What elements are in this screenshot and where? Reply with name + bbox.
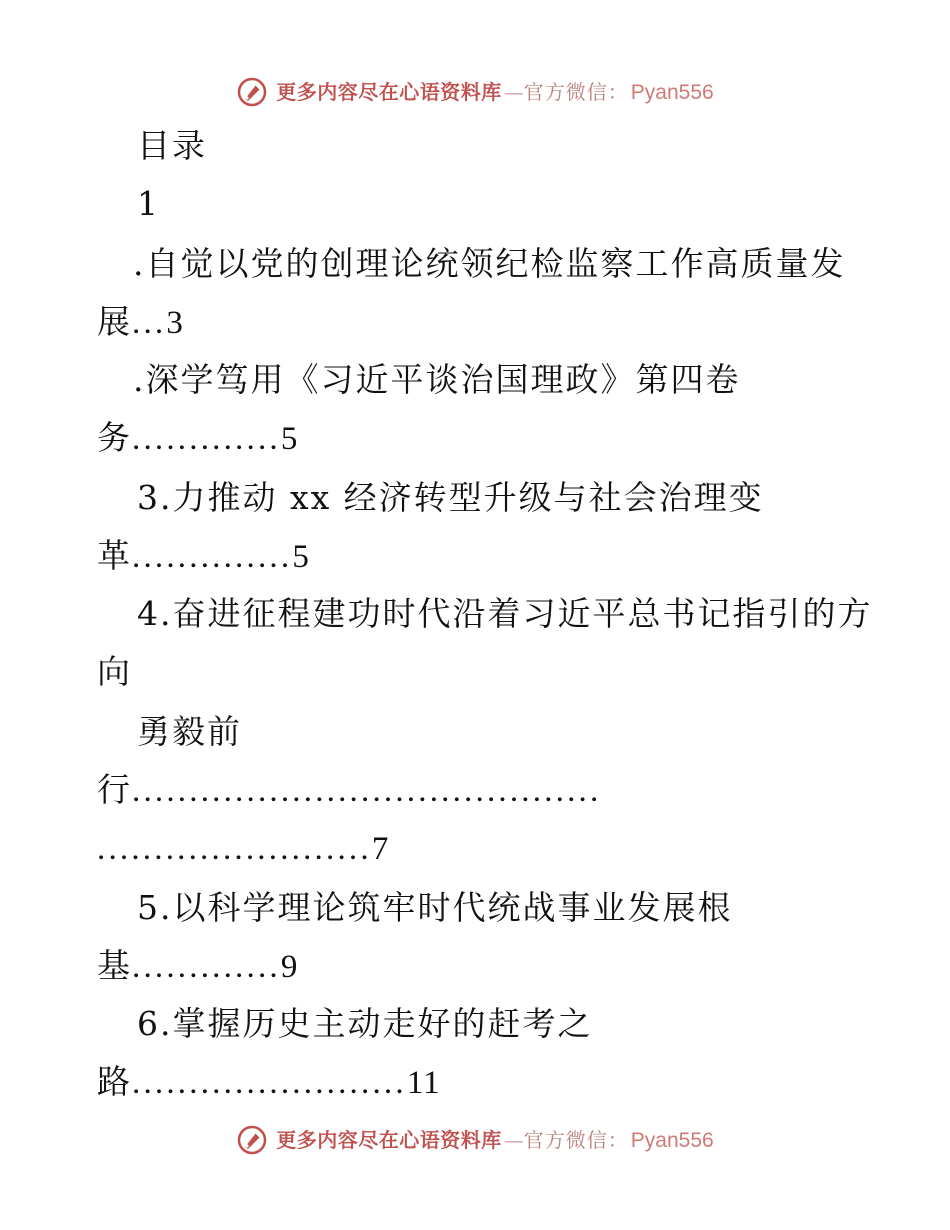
toc-entry-6-page: 11 <box>406 1065 441 1101</box>
toc-entry-1-title[interactable]: .自觉以党的创理论统领纪检监察工作高质量发 <box>133 244 846 283</box>
watermark-id: Pyan556 <box>630 80 714 104</box>
toc-entry-3-title[interactable]: 3.力推动 xx 经济转型升级与社会治理变 <box>137 478 764 517</box>
toc-entry-2-page: 5 <box>280 421 299 457</box>
pen-nib-logo-icon <box>236 1124 268 1156</box>
watermark-slogan: 更多内容尽在心语资料库 <box>276 1127 502 1152</box>
toc-entry-5-line2[interactable]: 基.............9 <box>97 946 299 985</box>
toc-entry-4-line5[interactable]: ........................7 <box>97 831 390 867</box>
watermark-text <box>276 79 714 104</box>
footer-watermark <box>0 1118 950 1162</box>
toc-entry-1-line2[interactable]: 展...3 <box>97 302 184 341</box>
toc-heading: 目录 <box>137 126 207 165</box>
toc-entry-2-line2[interactable]: 务.............5 <box>97 418 299 457</box>
watermark-label: 官方微信： <box>523 1127 629 1152</box>
toc-entry-5-title[interactable]: 5.以科学理论筑牢时代统战事业发展根 <box>137 888 733 927</box>
toc-entry-4-title[interactable]: 4.奋进征程建功时代沿着习近平总书记指引的方 <box>137 594 873 633</box>
watermark-text <box>276 1127 714 1152</box>
watermark-id: Pyan556 <box>630 1128 714 1152</box>
toc-entry-2-title[interactable]: .深学笃用《习近平谈治国理政》第四卷 <box>133 360 741 399</box>
watermark-slogan: 更多内容尽在心语资料库 <box>276 79 502 104</box>
toc-entry-3-line2[interactable]: 革..............5 <box>97 536 310 575</box>
toc-entry-4-line2[interactable]: 向 <box>97 652 132 691</box>
toc-entry-6-title[interactable]: 6.掌握历史主动走好的赶考之 <box>137 1004 593 1043</box>
toc-entry-5-page: 9 <box>280 949 299 985</box>
toc-entry-4-page: 7 <box>371 831 390 867</box>
toc-entry-3-page: 5 <box>292 539 310 575</box>
toc-entry-4-line3[interactable]: 勇毅前 <box>137 712 242 751</box>
watermark-dash: — <box>503 79 522 104</box>
toc-entry-4-line4[interactable]: 行......................................... <box>97 770 602 809</box>
watermark-label: 官方微信： <box>523 79 629 104</box>
toc-entry-6-line2[interactable]: 路........................11 <box>97 1062 441 1101</box>
toc-first-number: 1 <box>137 184 160 223</box>
header-watermark <box>0 70 950 114</box>
pen-nib-logo-icon <box>236 76 268 108</box>
toc-entry-1-page: 3 <box>166 305 184 341</box>
watermark-dash: — <box>503 1127 522 1152</box>
